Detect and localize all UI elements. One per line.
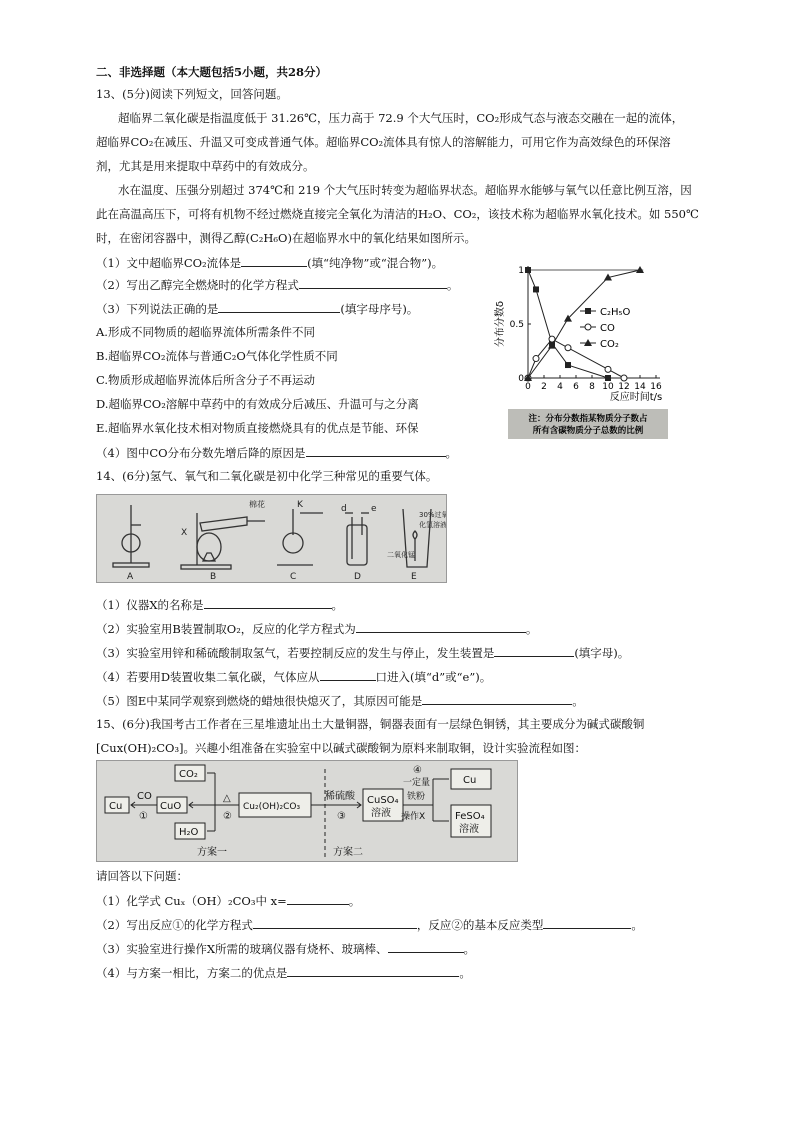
flow-cu: Cu — [109, 801, 123, 812]
q13-p1a: 超临界二氧化碳是指温度低于 31.26℃，压力高于 72.9 个大气压时，CO₂形成气态与液态交融在一起的流体， — [118, 111, 684, 125]
chart-xlabel: 反应时间t/s — [609, 392, 663, 403]
data-point — [533, 356, 539, 362]
flow-cuo: CuO — [160, 801, 182, 812]
answer-blank[interactable] — [299, 276, 447, 289]
apparatus-label-x: X — [181, 528, 188, 538]
chart-ylabel: 分布分数δ — [495, 300, 506, 348]
flow-step4: ④ — [413, 765, 422, 776]
flow-feso4-line1: FeSO₄ — [455, 811, 485, 822]
apparatus-label-k: K — [297, 500, 303, 510]
q13-sub3: （3）下列说法正确的是 (填字母序号)。 — [96, 302, 419, 316]
flow-h2o: H₂O — [179, 827, 199, 838]
y-tick-label: 0.5 — [509, 320, 524, 330]
apparatus-label-mno2: 二氧化锰 — [387, 551, 415, 559]
flow-reagent-line1: 一定量 — [403, 778, 431, 788]
data-point — [533, 286, 539, 292]
flow-step3: ③ — [337, 811, 346, 822]
flow-cuso4-line1: CuSO₄ — [367, 795, 399, 806]
legend-label: C₂H₅O — [600, 307, 631, 318]
answer-blank[interactable] — [494, 644, 574, 657]
chart-svg — [488, 260, 672, 444]
x-tick-label: 16 — [650, 382, 662, 392]
section-title: 二、非选择题（本大题包括5小题，共28分） — [96, 65, 328, 79]
q14-head: 14、(6分)氢气、氧气和二氧化碳是初中化学三种常见的重要气体。 — [96, 469, 438, 483]
x-tick-label: 14 — [634, 382, 646, 392]
flow-heat: △ — [223, 793, 231, 804]
answer-blank[interactable] — [287, 964, 459, 977]
flowchart-figure — [96, 760, 518, 862]
q13-option-d: D.超临界CO₂溶解中草药中的有效成分后减压、升温可与之分离 — [96, 397, 419, 411]
chart-note-line1: 注：分布分数指某物质分子数占 — [528, 414, 648, 424]
answer-blank[interactable] — [204, 596, 332, 609]
answer-blank[interactable] — [356, 620, 526, 633]
q15-sub2: （2）写出反应①的化学方程式 ，反应②的基本反应类型 。 — [96, 918, 643, 932]
x-tick-label: 2 — [541, 382, 547, 392]
flow-co: CO — [137, 791, 152, 802]
flow-operation-x: 操作X — [401, 812, 426, 822]
q15-sub4: （4）与方案一相比，方案二的优点是 。 — [96, 966, 471, 980]
apparatus-label-h2o2-line1: 30%过氧 — [419, 511, 446, 519]
apparatus-drawing — [97, 495, 446, 582]
answer-blank[interactable] — [388, 940, 464, 953]
data-point — [565, 345, 571, 351]
q15-ask: 请回答以下问题： — [96, 869, 188, 883]
x-tick-label: 4 — [557, 382, 563, 392]
data-point — [621, 375, 627, 381]
data-point — [636, 266, 644, 273]
answer-blank[interactable] — [306, 444, 446, 457]
chart-note-line2: 所有含碳物质分子总数的比例 — [532, 426, 644, 436]
data-point — [605, 375, 611, 381]
apparatus-port-e: e — [371, 504, 377, 514]
x-tick-label: 8 — [589, 382, 595, 392]
apparatus-label-d: D — [354, 572, 361, 582]
series-line — [528, 270, 640, 378]
q15-sub1: （1）化学式 Cuₓ（OH）₂CO₃中 x= 。 — [96, 894, 361, 908]
answer-blank[interactable] — [543, 916, 631, 929]
q13-p2a: 水在温度、压强分别超过 374℃和 219 个大气压时转变为超临界状态。超临界水能够与氧气以任意比例互溶，因 — [118, 183, 692, 197]
x-tick-label: 6 — [573, 382, 579, 392]
q15-head-line1: 15、(6分)我国考古工作者在三星堆遗址出土大量铜器，铜器表面有一层绿色铜锈，其主要成分为碱式碳酸铜 — [96, 717, 645, 731]
data-point — [525, 267, 531, 273]
flow-plan2: 方案二 — [333, 847, 363, 858]
y-tick-label: 1 — [518, 266, 524, 276]
q14-sub2: （2）实验室用B装置制取O₂，反应的化学方程式为 。 — [96, 622, 538, 636]
flow-reagent-line2: 铁粉 — [407, 792, 426, 802]
q13-sub4: （4）图中CO分布分数先增后降的原因是 。 — [96, 446, 458, 460]
q14-sub4: （4）若要用D装置收集二氧化碳，气体应从 口进入(填“d”或“e”)。 — [96, 670, 492, 684]
q13-p2b: 此在高温高压下，可将有机物不经过燃烧直接完全氧化为清洁的H₂O、CO₂，该技术称为超临界水氧化技术。如 550℃ — [96, 207, 699, 221]
apparatus-figure — [96, 494, 447, 583]
legend-label: CO₂ — [600, 339, 619, 350]
q15-sub3: （3）实验室进行操作X所需的玻璃仪器有烧杯、玻璃棒、 。 — [96, 942, 476, 956]
q13-option-a: A.形成不同物质的超临界流体所需条件不同 — [96, 325, 315, 339]
q13-sub1: （1）文中超临界CO₂流体是 (填“纯净物”或“混合物”)。 — [96, 256, 444, 270]
q13-p1c: 剂，尤其是用来提取中草药中的有效成分。 — [96, 159, 315, 173]
flow-step2: ② — [223, 811, 232, 822]
flow-cuso4-line2: 溶液 — [371, 808, 391, 819]
data-point — [605, 366, 611, 372]
q14-sub5: （5）图E中某同学观察到燃烧的蜡烛很快熄灭了，其原因可能是 。 — [96, 694, 584, 708]
q13-p2c: 时，在密闭容器中，测得乙醇(C₂H₆O)在超临界水中的氧化结果如图所示。 — [96, 231, 476, 245]
apparatus-label-e: E — [411, 572, 417, 582]
chart-legend — [580, 307, 631, 350]
y-tick-label: 0 — [518, 374, 524, 384]
apparatus-label-b: B — [210, 572, 217, 582]
apparatus-label-a: A — [127, 572, 134, 582]
answer-blank[interactable] — [253, 916, 417, 929]
flowchart-drawing — [97, 761, 517, 861]
answer-blank[interactable] — [320, 668, 376, 681]
apparatus-port-d: d — [341, 504, 347, 514]
q15-head-line2: [Cux(OH)₂CO₃]。兴趣小组准备在实验室中以碱式碳酸铜为原料来制取铜，设计实验流程如图： — [96, 741, 587, 755]
flow-plan1: 方案一 — [197, 847, 227, 858]
q13-option-b: B.超临界CO₂流体与普通C₂O气体化学性质不同 — [96, 349, 338, 363]
flow-feso4-line2: 溶液 — [459, 824, 479, 835]
answer-blank[interactable] — [422, 692, 572, 705]
answer-blank[interactable] — [241, 254, 307, 267]
q13-option-c: C.物质形成超临界流体后所含分子不再运动 — [96, 373, 316, 387]
flow-basic-copper: Cu₂(OH)₂CO₃ — [243, 802, 301, 812]
q14-sub3: （3）实验室用锌和稀硫酸制取氢气，若要控制反应的发生与停止，发生装置是 (填字母)。 — [96, 646, 630, 660]
answer-blank[interactable] — [287, 892, 349, 905]
q14-sub1: （1）仪器X的名称是 。 — [96, 598, 344, 612]
q13-head: 13、(5分)阅读下列短文，回答问题。 — [96, 87, 288, 101]
q13-option-e: E.超临界水氧化技术相对物质直接燃烧具有的优点是节能、环保 — [96, 421, 419, 435]
apparatus-label-h2o2-line2: 化氢溶液 — [419, 521, 446, 529]
apparatus-label-c: C — [290, 572, 297, 582]
x-tick-label: 10 — [602, 382, 614, 392]
data-point — [565, 362, 571, 368]
x-tick-label: 0 — [525, 382, 531, 392]
apparatus-label-cotton: 棉花 — [249, 500, 265, 509]
flow-co2: CO₂ — [179, 769, 198, 780]
q13-p1b: 超临界CO₂在减压、升温又可变成普通气体。超临界CO₂流体具有惊人的溶解能力，可用它作为高效绿色的环保溶 — [96, 135, 671, 149]
q13-sub2: （2）写出乙醇完全燃烧时的化学方程式 。 — [96, 278, 459, 292]
flow-step1: ① — [139, 811, 148, 822]
answer-blank[interactable] — [218, 300, 340, 313]
flow-cu-product: Cu — [463, 775, 477, 786]
flow-acid: 稀硫酸 — [325, 791, 355, 802]
legend-label: CO — [600, 323, 615, 334]
x-tick-label: 12 — [618, 382, 630, 392]
oxidation-chart — [488, 260, 672, 444]
